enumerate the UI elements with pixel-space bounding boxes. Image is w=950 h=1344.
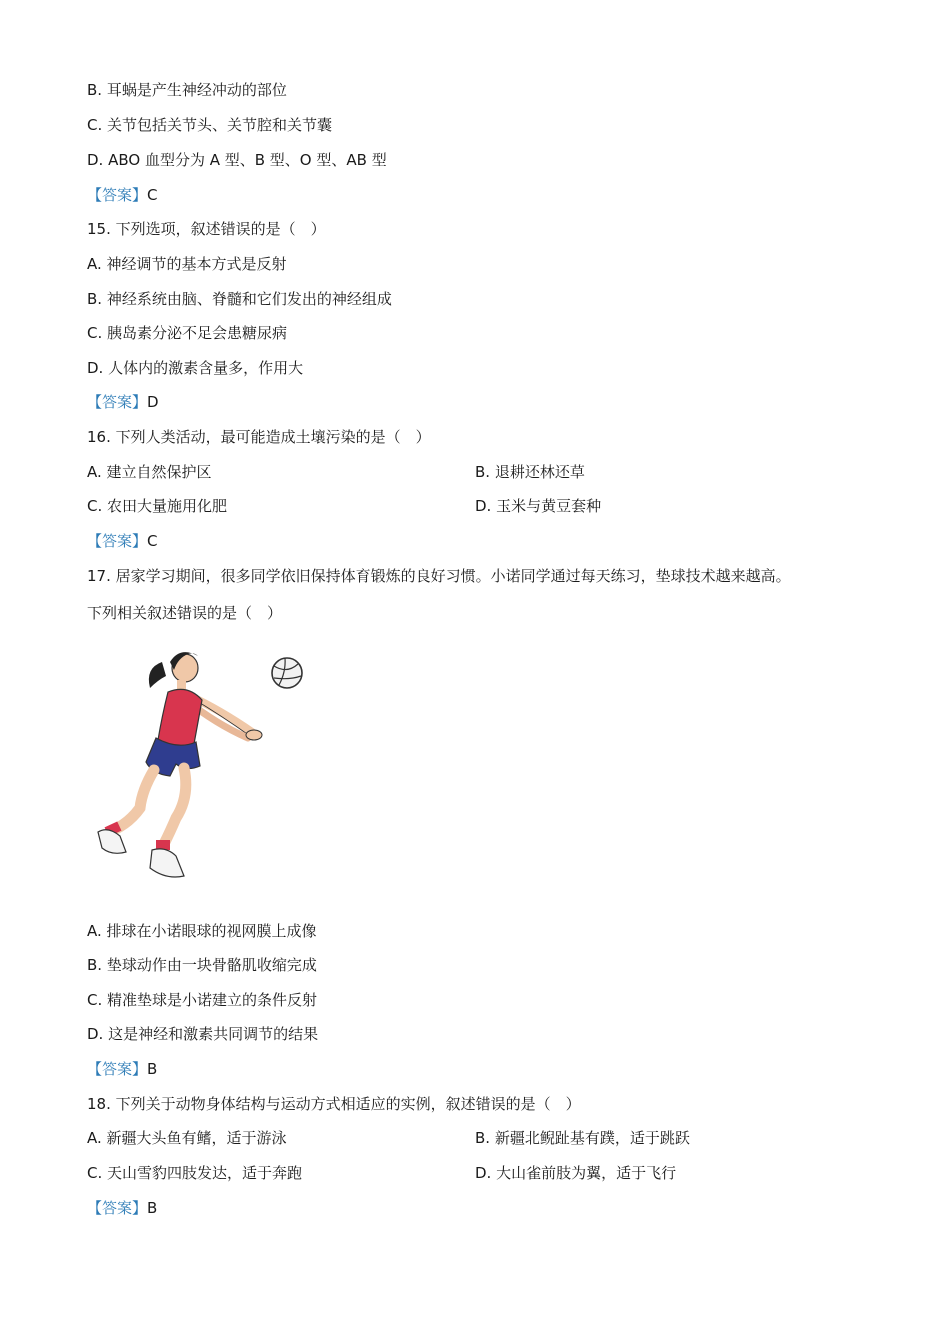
volleyball-icon — [272, 658, 302, 688]
answer-value: B — [147, 1060, 158, 1078]
answer-value: C — [147, 532, 158, 550]
q15-answer — [87, 392, 159, 412]
q15-option-d: D. 人体内的激素含量多，作用大 — [87, 359, 304, 377]
answer-value: C — [147, 186, 158, 204]
q18-option-d: D. 大山雀前肢为翼，适于飞行 — [475, 1164, 677, 1182]
q16-option-d: D. 玉米与黄豆套种 — [475, 497, 602, 515]
q17-answer — [87, 1059, 157, 1079]
q16-option-a: A. 建立自然保护区 — [87, 463, 212, 481]
q17-option-b: B. 垫球动作由一块骨骼肌收缩完成 — [87, 956, 317, 974]
q18-option-b: B. 新疆北鲵趾基有蹼，适于跳跃 — [475, 1129, 690, 1147]
answer-tag: 【答案】 — [87, 1060, 148, 1078]
answer-tag: 【答案】 — [87, 393, 148, 411]
q17-option-c: C. 精准垫球是小诺建立的条件反射 — [87, 991, 318, 1009]
answer-value: B — [147, 1199, 158, 1217]
answer-value: D — [147, 393, 159, 411]
q16-answer — [87, 531, 158, 551]
volleyball-player-illustration-icon — [90, 640, 310, 890]
q16-option-c: C. 农田大量施用化肥 — [87, 497, 228, 515]
q15-option-b: B. 神经系统由脑、脊髓和它们发出的神经组成 — [87, 290, 392, 308]
q18-stem: 18. 下列关于动物身体结构与运动方式相适应的实例，叙述错误的是（ ） — [87, 1095, 581, 1113]
q14-answer — [87, 185, 158, 205]
answer-tag: 【答案】 — [87, 186, 148, 204]
q14-option-b: B. 耳蜗是产生神经冲动的部位 — [87, 81, 287, 99]
q16-stem: 16. 下列人类活动，最可能造成土壤污染的是（ ） — [87, 428, 431, 446]
q17-stem-line2: 下列相关叙述错误的是（ ） — [87, 604, 283, 622]
q17-stem-line1: 17. 居家学习期间，很多同学依旧保持体育锻炼的良好习惯。小诺同学通过每天练习，垫球技术越来越高。 — [87, 567, 791, 585]
q15-option-a: A. 神经调节的基本方式是反射 — [87, 255, 287, 273]
q17-option-a: A. 排球在小诺眼球的视网膜上成像 — [87, 922, 317, 940]
q18-answer — [87, 1198, 157, 1218]
answer-tag: 【答案】 — [87, 532, 148, 550]
q14-option-c: C. 关节包括关节头、关节腔和关节囊 — [87, 116, 333, 134]
q17-option-d: D. 这是神经和激素共同调节的结果 — [87, 1025, 319, 1043]
q14-option-d: D. ABO 血型分为 A 型、B 型、O 型、AB 型 — [87, 151, 387, 169]
answer-tag: 【答案】 — [87, 1199, 148, 1217]
q15-option-c: C. 胰岛素分泌不足会患糖尿病 — [87, 324, 288, 342]
q15-stem: 15. 下列选项，叙述错误的是（ ） — [87, 220, 326, 238]
q18-option-c: C. 天山雪豹四肢发达，适于奔跑 — [87, 1164, 303, 1182]
q16-option-b: B. 退耕还林还草 — [475, 463, 585, 481]
q18-option-a: A. 新疆大头鱼有鳍，适于游泳 — [87, 1129, 287, 1147]
